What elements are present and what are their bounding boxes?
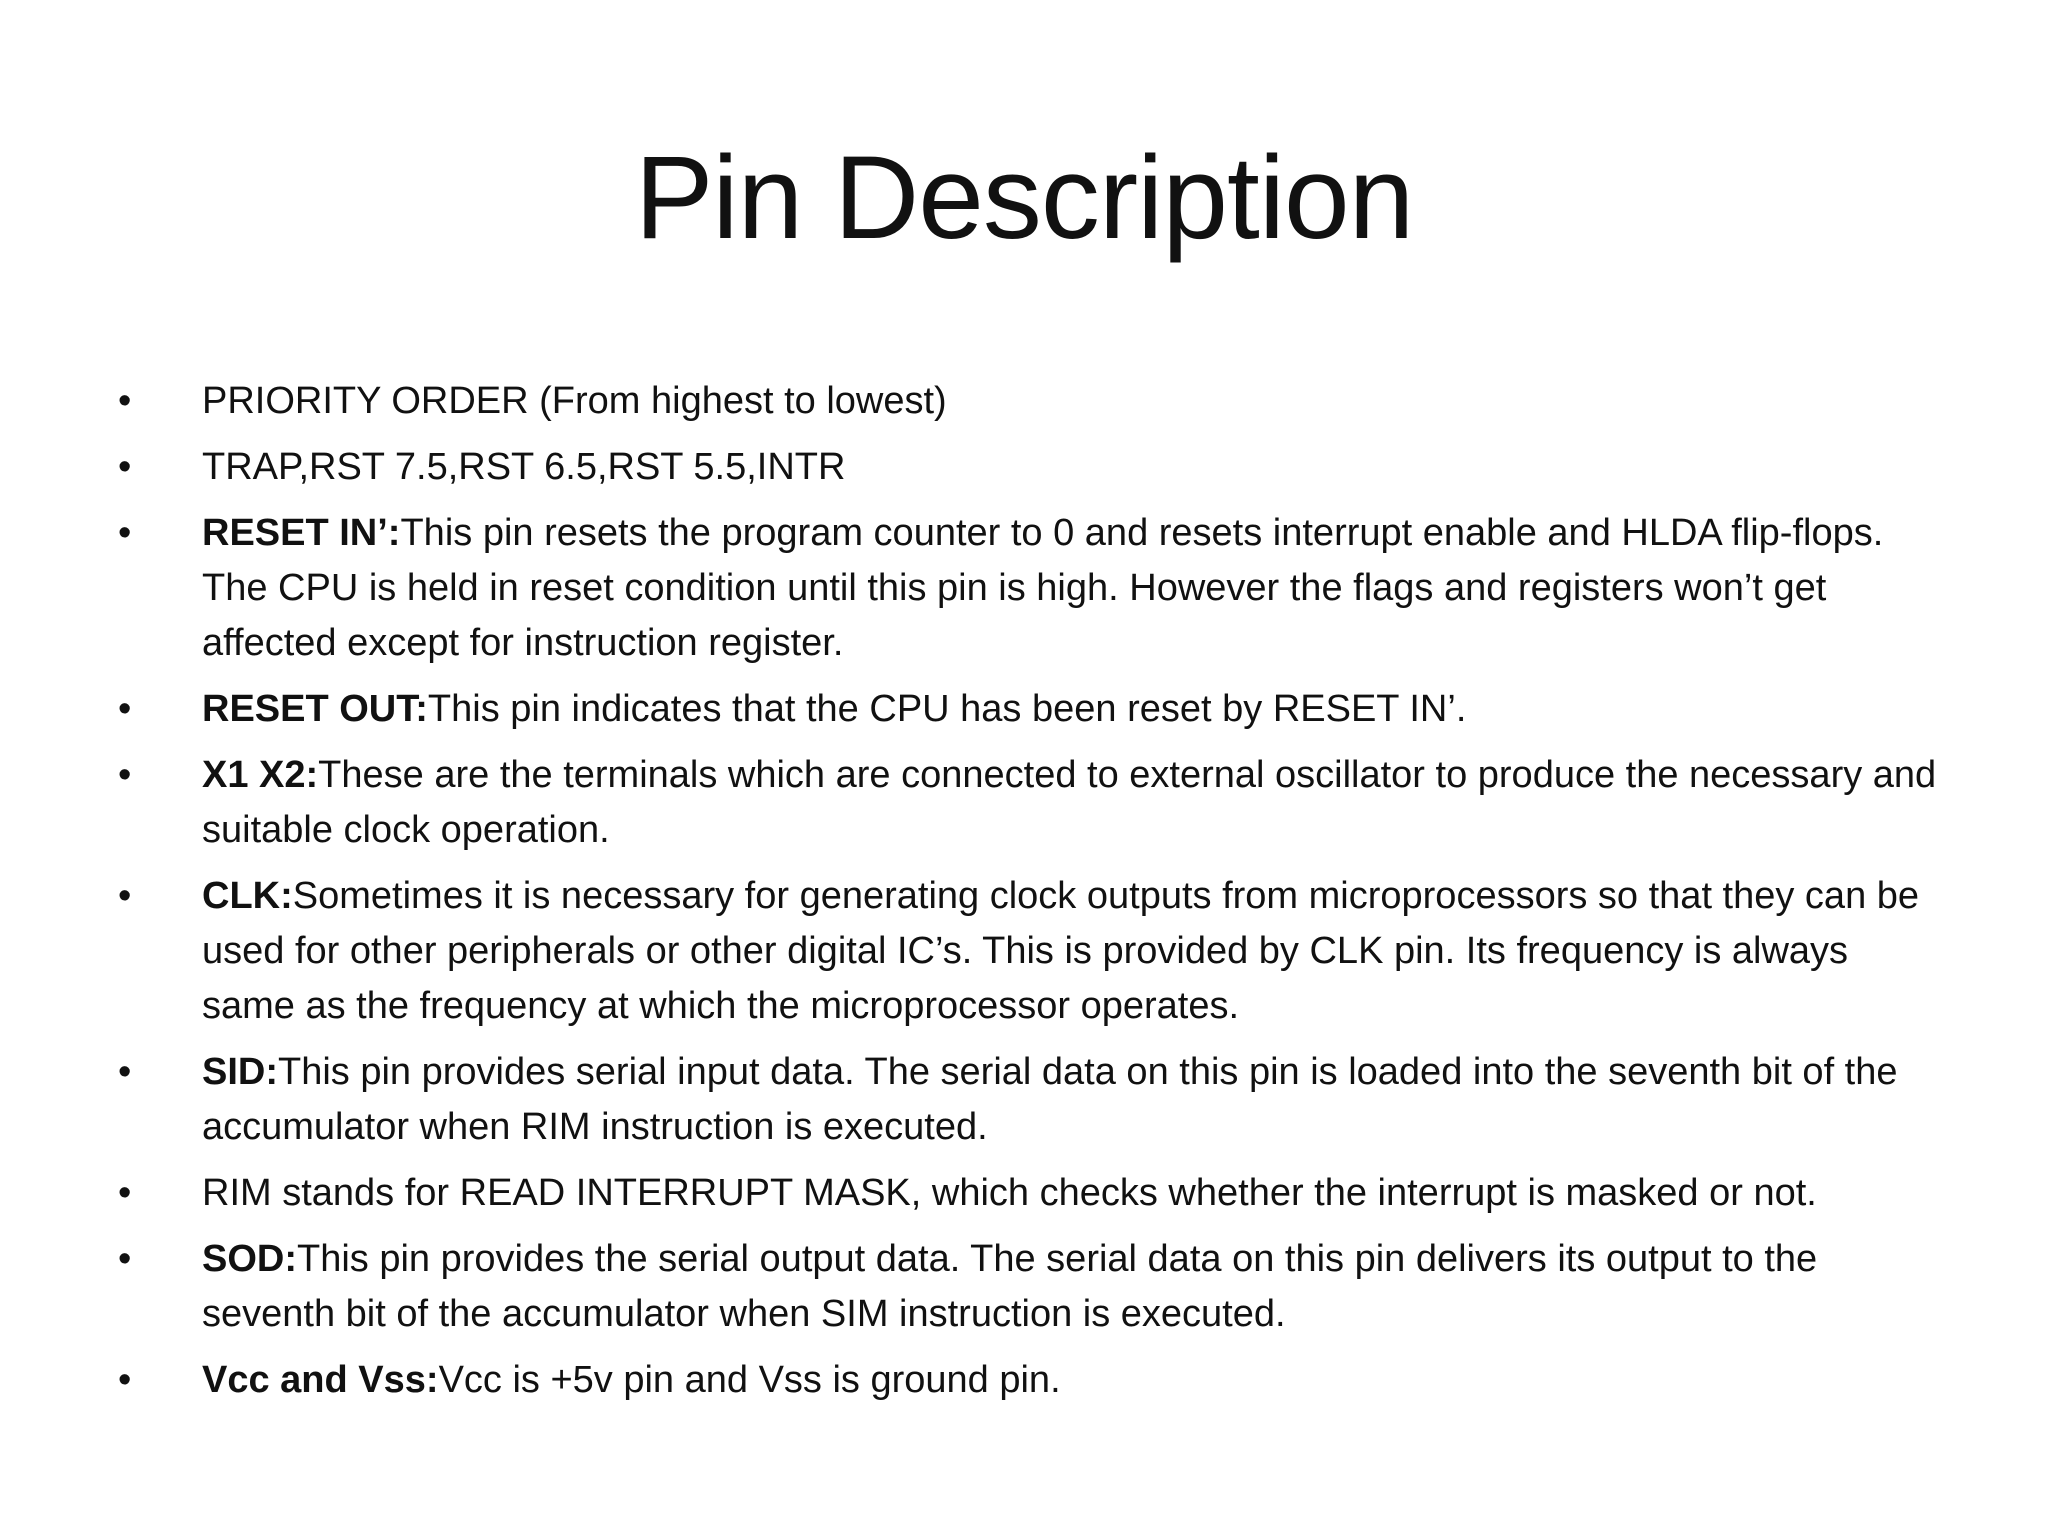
item-term: X1 X2: xyxy=(202,754,319,796)
item-term: RESET OUT: xyxy=(202,688,428,730)
bullet-icon: • xyxy=(118,512,132,554)
item-text: RIM stands for READ INTERRUPT MASK, which checks whether the interrupt is masked or not. xyxy=(202,1172,1817,1214)
list-item xyxy=(118,440,1948,495)
bullet-icon: • xyxy=(118,380,132,422)
item-text: These are the terminals which are connected to external oscillator to produce the necessary and suitable clock operation. xyxy=(202,754,1937,851)
list-item xyxy=(118,506,1948,671)
item-text: This pin resets the program counter to 0 and resets interrupt enable and HLDA flip-flops. The CPU is held in reset condition until this pin is high. However the flags and registers won’t get affected except for instruction register. xyxy=(202,512,1884,664)
bullet-list xyxy=(118,374,1948,1419)
list-item xyxy=(118,748,1948,858)
item-text: This pin provides the serial output data. The serial data on this pin delivers its output to the seventh bit of the accumulator when SIM instruction is executed. xyxy=(202,1238,1818,1335)
bullet-icon: • xyxy=(118,688,132,730)
item-text: TRAP,RST 7.5,RST 6.5,RST 5.5,INTR xyxy=(202,446,846,488)
item-text: This pin provides serial input data. The serial data on this pin is loaded into the seventh bit of the accumulator when RIM instruction is executed. xyxy=(202,1051,1898,1148)
slide-title: Pin Description xyxy=(634,132,1414,264)
bullet-icon: • xyxy=(118,875,132,917)
bullet-icon: • xyxy=(118,1359,132,1401)
bullet-icon: • xyxy=(118,1172,132,1214)
item-term: Vcc and Vss: xyxy=(202,1359,439,1401)
item-text: PRIORITY ORDER (From highest to lowest) xyxy=(202,380,947,422)
bullet-icon: • xyxy=(118,446,132,488)
list-item xyxy=(118,374,1948,429)
item-term: SOD: xyxy=(202,1238,297,1280)
item-text: Sometimes it is necessary for generating clock outputs from microprocessors so that they can be used for other peripherals or other digital IC’s. This is provided by CLK pin. Its frequency is always same as the frequency at which the microprocessor operates. xyxy=(202,875,1920,1027)
list-item xyxy=(118,1232,1948,1342)
bullet-icon: • xyxy=(118,1238,132,1280)
item-text: This pin indicates that the CPU has been reset by RESET IN’. xyxy=(427,688,1467,730)
bullet-icon: • xyxy=(118,754,132,796)
list-item xyxy=(118,1166,1948,1221)
list-item xyxy=(118,869,1948,1034)
item-term: SID: xyxy=(202,1051,278,1093)
list-item xyxy=(118,682,1948,737)
list-item xyxy=(118,1045,1948,1155)
item-term: CLK: xyxy=(202,875,293,917)
item-text: Vcc is +5v pin and Vss is ground pin. xyxy=(438,1359,1061,1401)
bullet-icon: • xyxy=(118,1051,132,1093)
item-term: RESET IN’: xyxy=(202,512,401,554)
list-item xyxy=(118,1353,1948,1408)
